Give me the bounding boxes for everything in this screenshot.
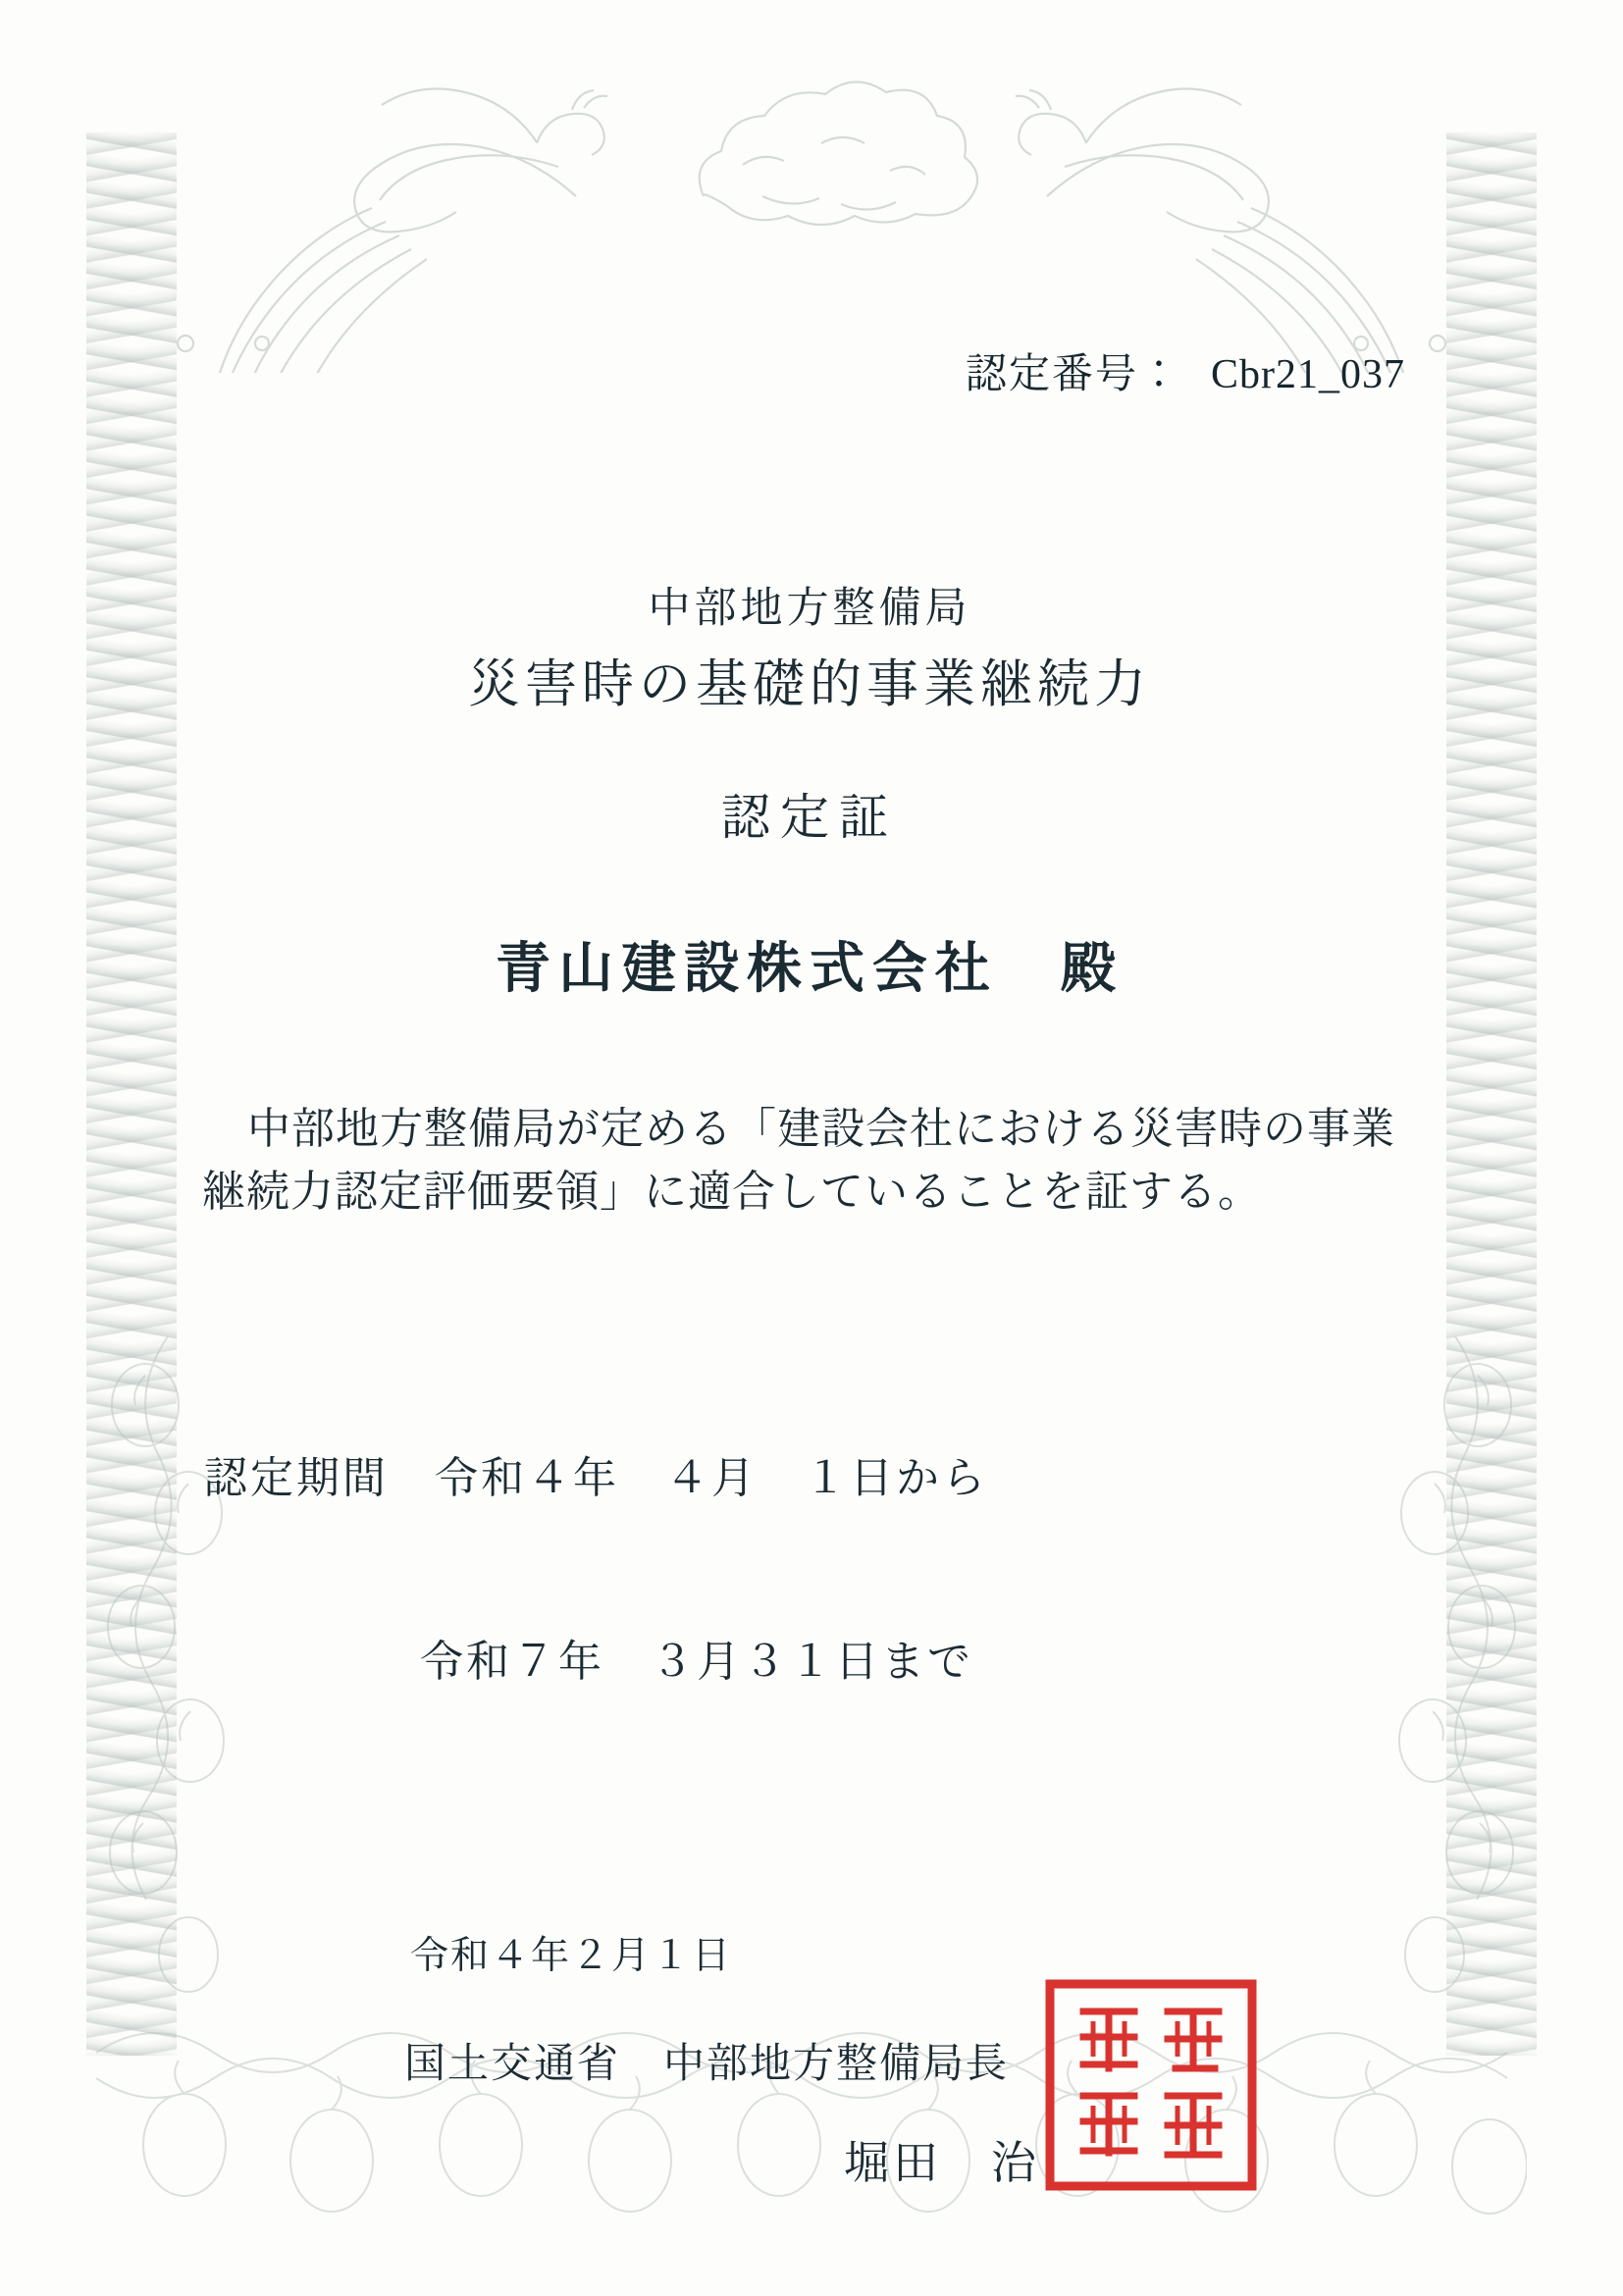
document-type: 認定証	[721, 790, 898, 845]
certificate-number-label: 認定番号：	[965, 352, 1181, 397]
braided-border-right	[1446, 132, 1537, 2056]
validity-period	[196, 1326, 1423, 1816]
certificate-body-text: 中部地方整備局が定める「建設会社における災害時の事業継続力認定評価要領」に適合していることを証する。	[202, 1105, 1395, 1216]
issuing-bureau: 中部地方整備局	[648, 586, 971, 632]
certificate-number-line	[196, 294, 1423, 447]
validity-period-label: 認定期間	[204, 1453, 389, 1502]
certificate-content	[196, 294, 1423, 2192]
validity-period-line-from	[204, 1448, 1423, 1509]
certificate-number-value: Cbr21_037	[1211, 352, 1405, 397]
issuer-name: 国土交通省 中部地方整備局長	[404, 2042, 1010, 2088]
issue-date: 令和４年２月１日	[410, 1935, 733, 1978]
official-seal-icon	[1044, 1978, 1258, 2192]
validity-period-from: 令和４年 ４月 １日から	[435, 1453, 988, 1502]
braided-border-left	[86, 132, 177, 2056]
certificate-title: 災害時の基礎的事業継続力	[468, 656, 1151, 713]
official-seal	[1044, 1978, 1258, 2192]
validity-period-to: 令和７年 ３月３１日まで	[420, 1637, 973, 1686]
signer-name: 堀田 治	[844, 2138, 1040, 2189]
recipient-name: 青山建設株式会社 殿	[496, 939, 1124, 1000]
